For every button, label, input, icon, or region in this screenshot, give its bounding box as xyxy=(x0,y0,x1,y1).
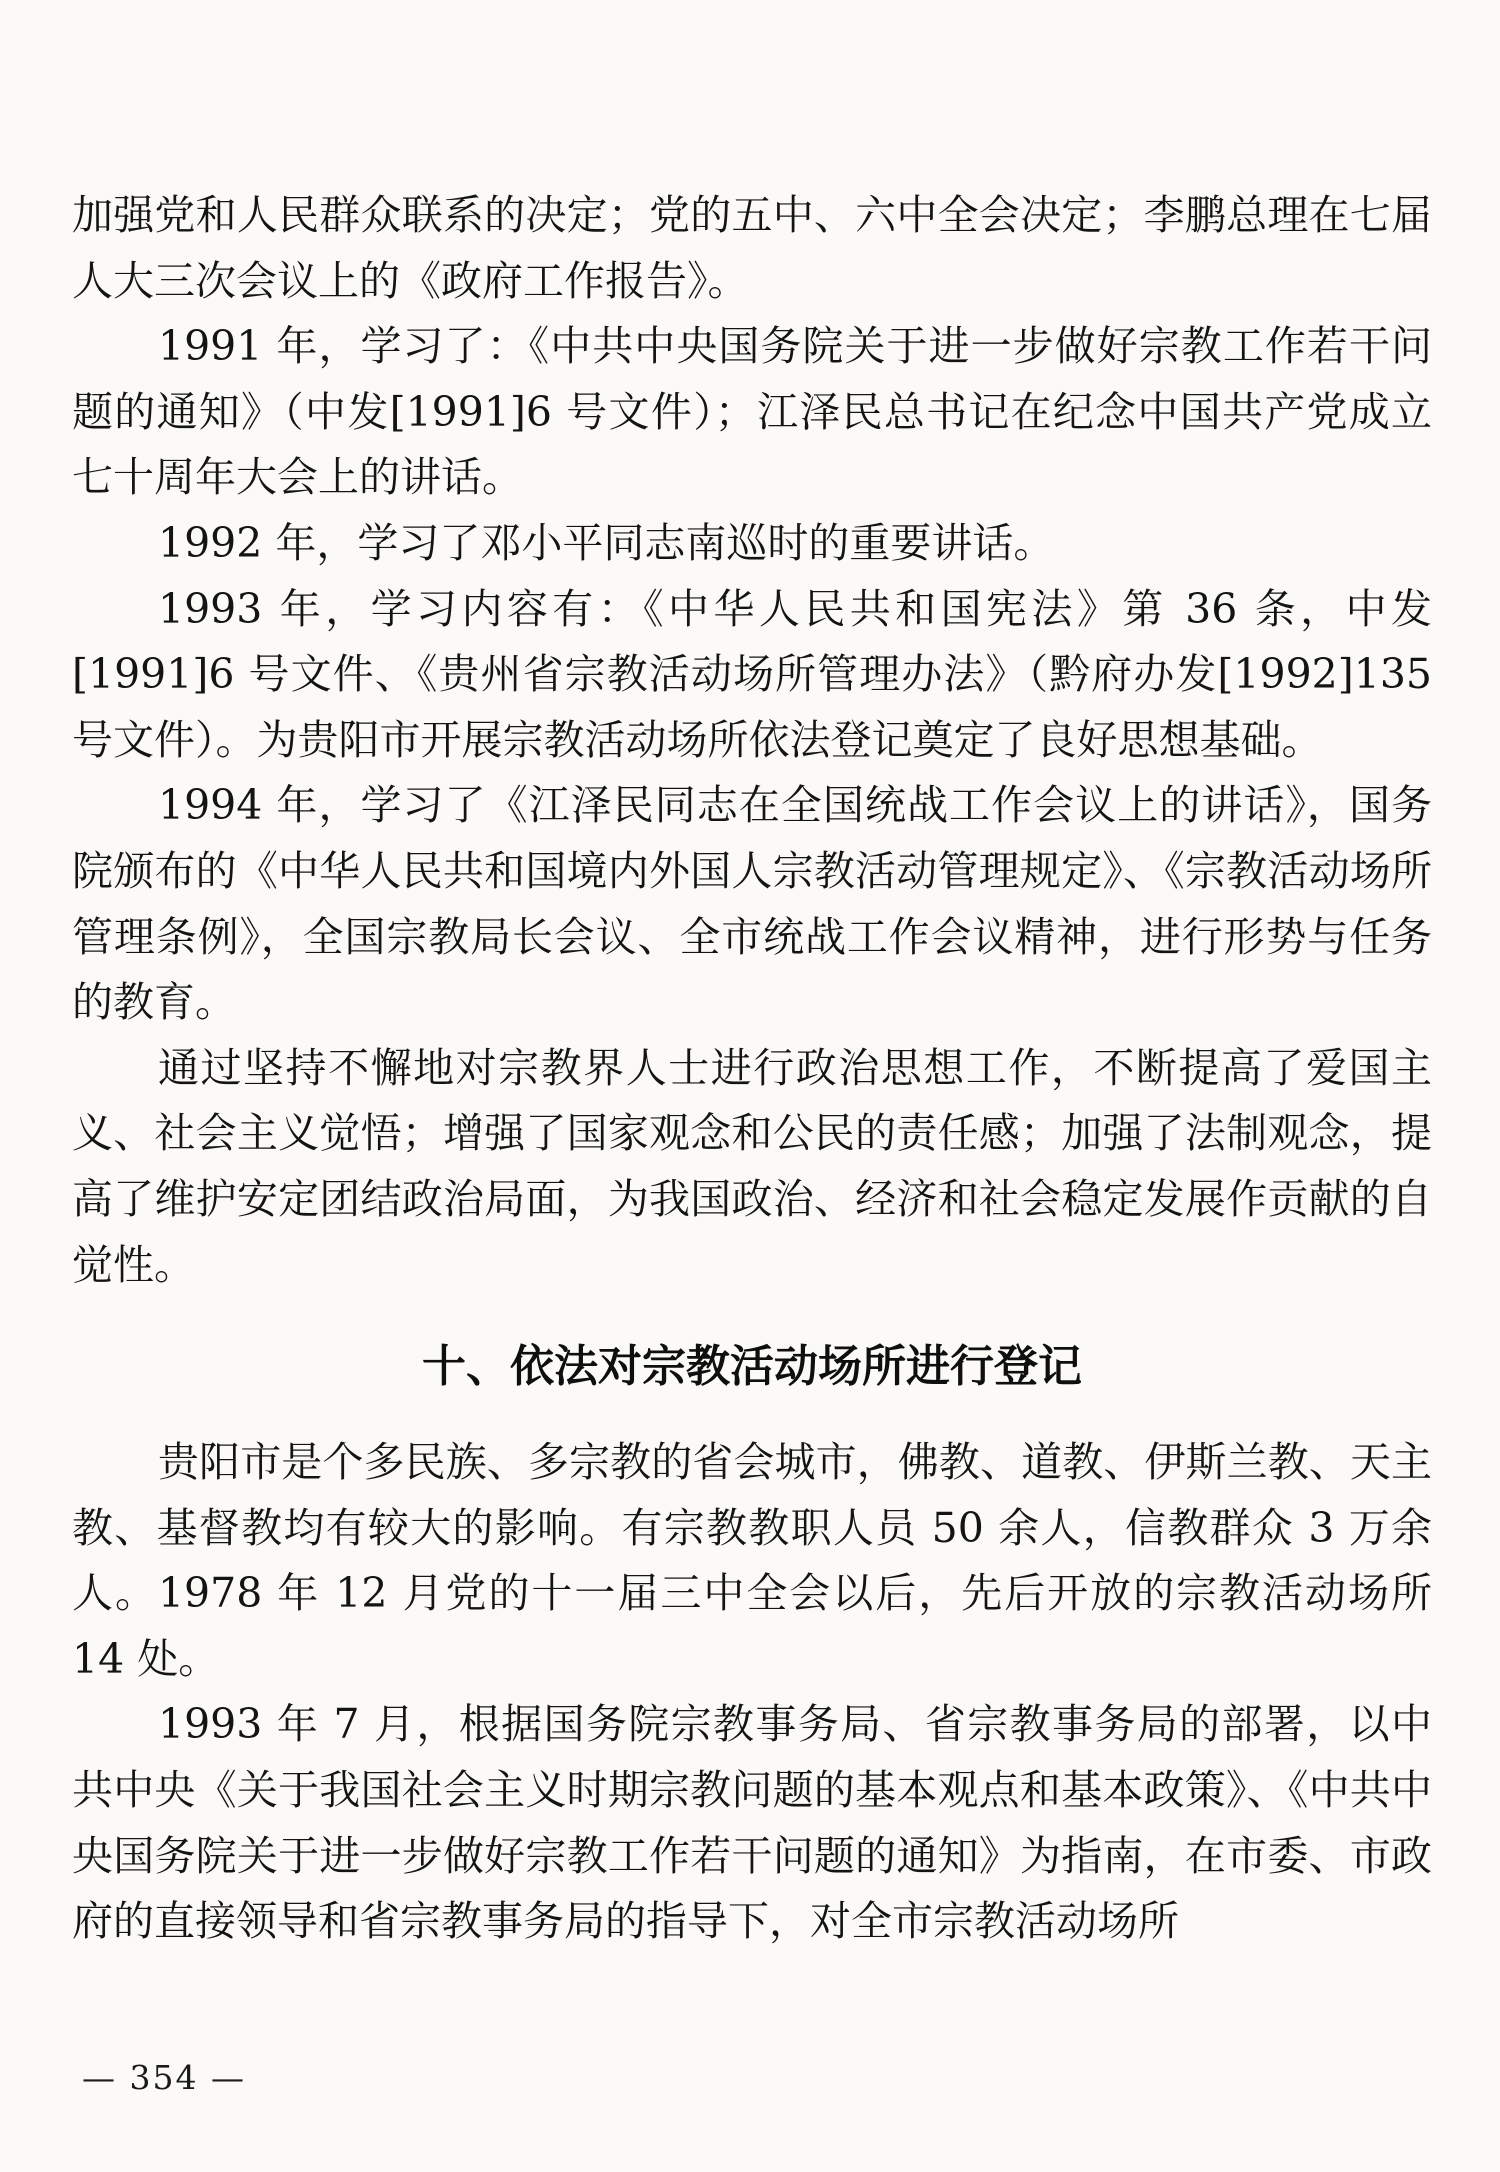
paragraph-continuation: 加强党和人民群众联系的决定；党的五中、六中全会决定；李鹏总理在七届人大三次会议上的《政府工作报告》。 xyxy=(72,191,1432,305)
paragraph-summary: 通过坚持不懈地对宗教界人士进行政治思想工作，不断提高了爱国主义、社会主义觉悟；增强了国家观念和公民的责任感；加强了法制观念，提高了维护安定团结政治局面，为我国政治、经济和社会稳定发展作贡献的自觉性。 xyxy=(72,1043,1432,1289)
paragraph-1993-registration: 1993 年 7 月，根据国务院宗教事务局、省宗教事务局的部署，以中共中央《关于我国社会主义时期宗教问题的基本观点和基本政策》、《中共中央国务院关于进一步做好宗教工作若干问题的通知》为指南，在市委、市政府的直接领导和省宗教事务局的指导下，对全市宗教活动场所 xyxy=(72,1700,1432,1946)
paragraph-1991: 1991 年，学习了：《中共中央国务院关于进一步做好宗教工作若干问题的通知》（中发[1991]6 号文件）；江泽民总书记在纪念中国共产党成立七十周年大会上的讲话。 xyxy=(72,322,1432,502)
page-number: — 354 — xyxy=(82,2058,246,2097)
paragraph-1992: 1992 年，学习了邓小平同志南巡时的重要讲话。 xyxy=(158,518,1055,567)
paragraph-1994: 1994 年，学习了《江泽民同志在全国统战工作会议上的讲话》，国务院颁布的《中华人民共和国境内外国人宗教活动管理规定》、《宗教活动场所管理条例》，全国宗教局长会议、全市统战工作会议精神，进行形势与任务的教育。 xyxy=(72,781,1432,1027)
section-heading: 十、依法对宗教活动场所进行登记 xyxy=(422,1341,1082,1393)
body-text xyxy=(72,183,1432,1955)
paragraph-guiyang-overview: 贵阳市是个多民族、多宗教的省会城市，佛教、道教、伊斯兰教、天主教、基督教均有较大的影响。有宗教教职人员 50 余人，信教群众 3 万余人。1978 年 12 月党的十一届三中全会以后，先后开放的宗教活动场所 14 处。 xyxy=(72,1438,1432,1683)
paragraph-1993: 1993 年，学习内容有：《中华人民共和国宪法》第 36 条，中发[1991]6 号文件、《贵州省宗教活动场所管理办法》（黔府办发[1992]135 号文件）。为贵阳市开展宗教活动场所依法登记奠定了良好思想基础。 xyxy=(72,584,1432,764)
